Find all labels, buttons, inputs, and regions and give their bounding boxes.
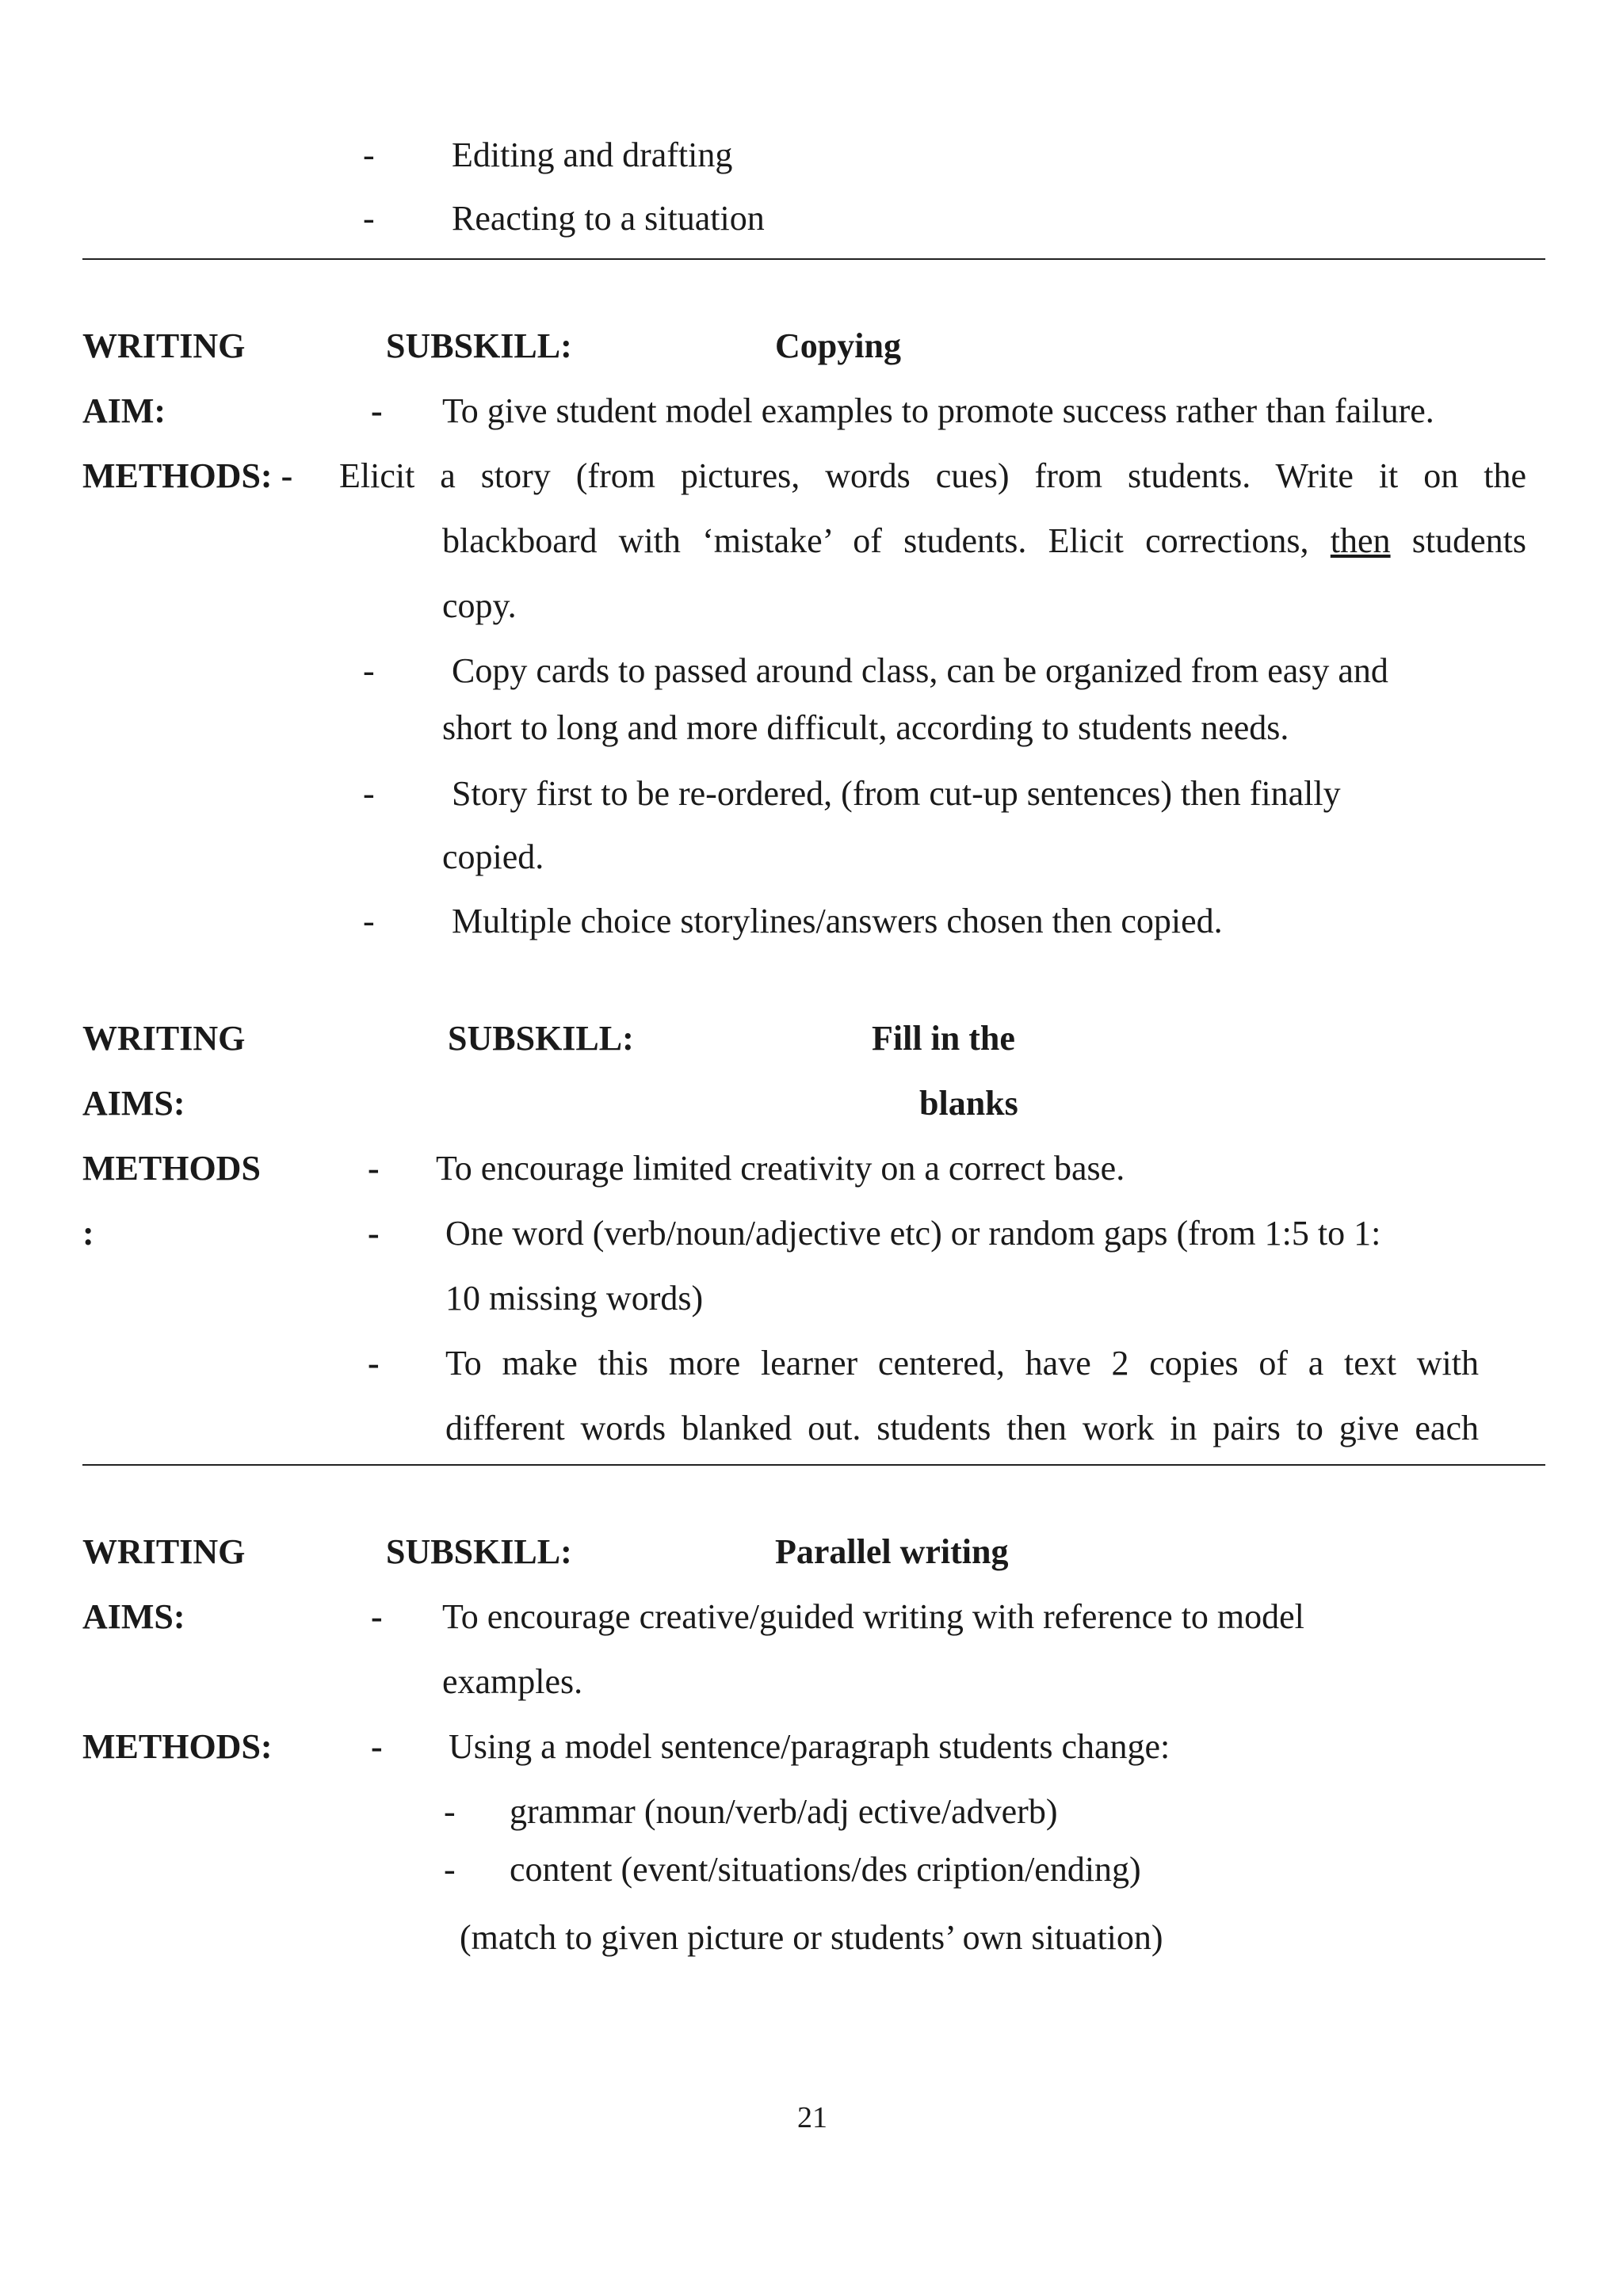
subskill-title-fill-in: Fill in the (872, 1019, 1015, 1058)
bullet-dash: - (363, 774, 375, 813)
method-dash: - (371, 1727, 383, 1766)
subskill-title-parallel: Parallel writing (775, 1532, 1009, 1571)
aim-dash: - (368, 1149, 380, 1188)
bullet-text-editing: Editing and drafting (452, 135, 733, 174)
aim-label: AIM: (82, 391, 166, 430)
aim-dash: - (371, 391, 383, 430)
methods-label: METHODS: (82, 1727, 273, 1766)
method-text-line: copied. (442, 837, 544, 876)
method-text-line: To make this more learner centered, have 2 copies of a text with (445, 1344, 1479, 1383)
sub-bullet-dash: - (444, 1792, 456, 1831)
methods-label: METHODS: - (82, 456, 293, 495)
subskill-label: SUBSKILL: (448, 1019, 634, 1058)
method-text-line: Story first to be re-ordered, (from cut-up sentences) then finally (452, 774, 1341, 813)
bullet-dash: - (363, 902, 375, 940)
aim-text: To encourage limited creativity on a correct base. (436, 1149, 1125, 1188)
page-number: 21 (797, 2101, 827, 2134)
aim-text: To encourage creative/guided writing with reference to model (442, 1597, 1304, 1636)
method-text-line: 10 missing words) (445, 1279, 704, 1318)
aim-text: To give student model examples to promote success rather than failure. (442, 391, 1434, 430)
subskill-title-blanks: blanks (919, 1084, 1018, 1123)
underlined-word: then (1330, 521, 1391, 560)
methods-label-colon: : (82, 1214, 94, 1253)
method-text-line: One word (verb/noun/adjective etc) or random gaps (from 1:5 to 1: (445, 1214, 1381, 1253)
bullet-dash: - (363, 135, 375, 174)
note-text: (match to given picture or students’ own situation) (460, 1918, 1163, 1957)
subskill-title-copying: Copying (775, 326, 901, 365)
method-text-line: Multiple choice storylines/answers chosen then copied. (452, 902, 1223, 940)
method-text-line: copy. (442, 586, 517, 625)
sub-bullet-content: content (event/situations/des cription/ending) (510, 1850, 1141, 1889)
bullet-dash: - (368, 1344, 380, 1383)
bullet-dash: - (363, 199, 375, 238)
writing-label: WRITING (82, 1532, 246, 1571)
section-divider (82, 1464, 1545, 1466)
methods-label: METHODS (82, 1149, 261, 1188)
subskill-label: SUBSKILL: (386, 326, 572, 365)
writing-label: WRITING (82, 1019, 246, 1058)
aims-label: AIMS: (82, 1597, 185, 1636)
method-text-line: short to long and more difficult, according to students needs. (442, 708, 1289, 747)
method-text-line: Elicit a story (from pictures, words cues) from students. Write it on the (339, 456, 1526, 495)
writing-label: WRITING (82, 326, 246, 365)
bullet-text-reacting: Reacting to a situation (452, 199, 765, 238)
method-text-line: Copy cards to passed around class, can be organized from easy and (452, 651, 1388, 690)
subskill-label: SUBSKILL: (386, 1532, 572, 1571)
sub-bullet-grammar: grammar (noun/verb/adj ective/adverb) (510, 1792, 1058, 1831)
bullet-dash: - (368, 1214, 380, 1253)
method-text-line-cut: different words blanked out. students then work in pairs to give each (445, 1409, 1479, 1447)
aim-text: examples. (442, 1662, 583, 1701)
sub-bullet-dash: - (444, 1850, 456, 1889)
method-text-fragment: blackboard with ‘mistake’ of students. Elicit corrections, (442, 521, 1309, 560)
method-text-fragment: students (1411, 521, 1527, 560)
aims-label: AIMS: (82, 1084, 185, 1123)
bullet-dash: - (363, 651, 375, 690)
aim-dash: - (371, 1597, 383, 1636)
method-text-line: Using a model sentence/paragraph students change: (449, 1727, 1170, 1766)
